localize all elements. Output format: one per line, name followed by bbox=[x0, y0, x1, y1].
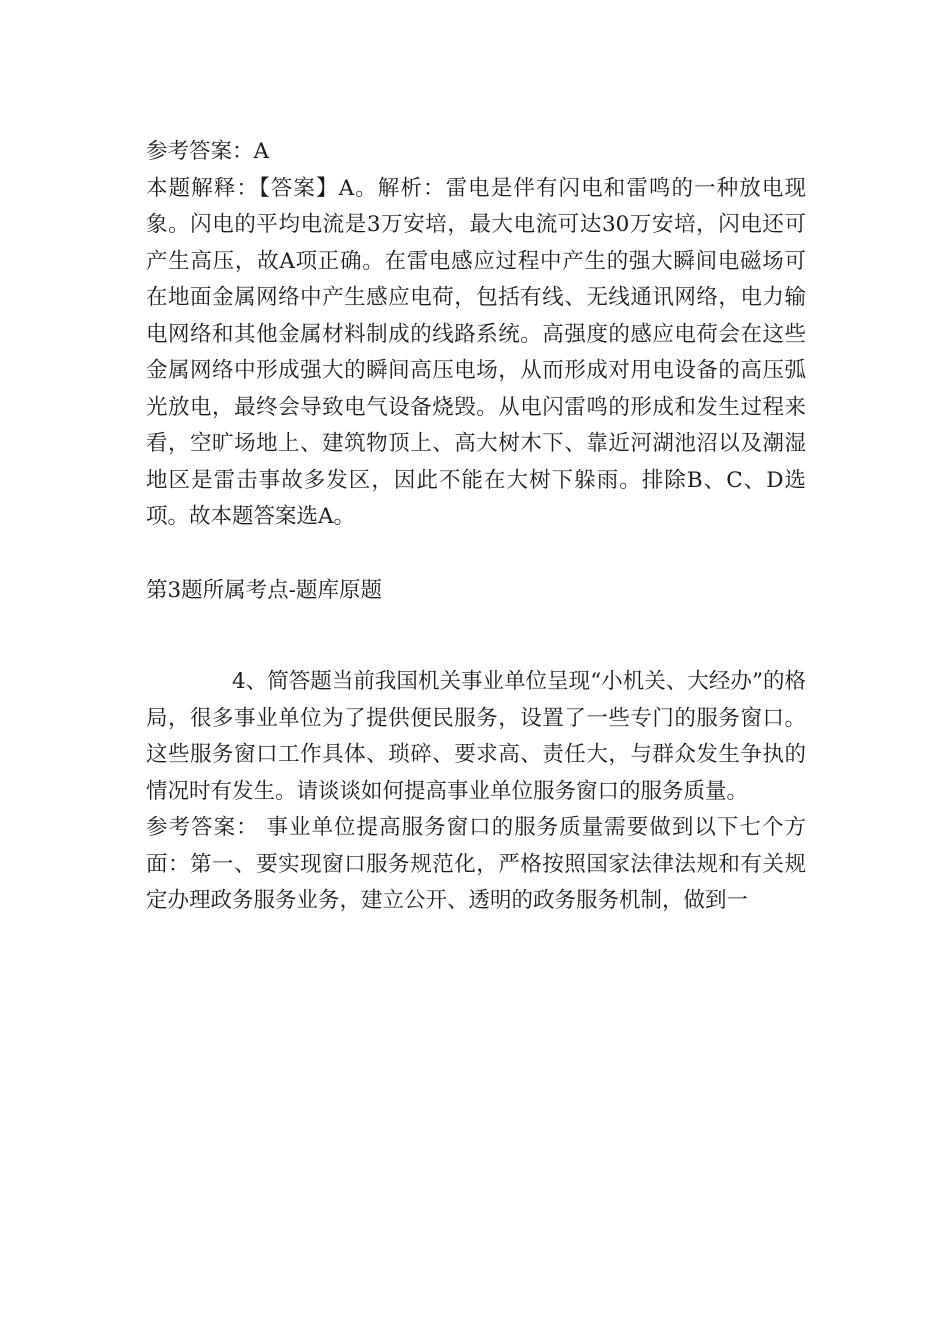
q4-question: 4、简答题当前我国机关事业单位呈现“小机关、大经办”的格局，很多事业单位为了提供便民服务，设置了一些专门的服务窗口。这些服务窗口工作具体、琐碎、要求高、责任大，与群众发生争执的情况时有发生。请谈谈如何提高事业单位服务窗口的服务质量。 bbox=[146, 669, 806, 804]
q4-answer: 参考答案： 事业单位提高服务窗口的服务质量需要做到以下七个方面：第一、要实现窗口服务规范化，严格按照国家法律法规和有关规定办理政务服务业务，建立公开、透明的政务服务机制，做到一 bbox=[146, 815, 806, 913]
q2-answer: 参考答案：A bbox=[146, 139, 270, 164]
q2-explanation: 本题解释：【答案】A。解析：雷电是伴有闪电和雷鸣的一种放电现象。闪电的平均电流是3万安培，最大电流可达30万安培，闪电还可产生高压，故A项正确。在雷电感应过程中产生的强大瞬间电磁场可在地面金属网络中产生感应电荷，包括有线、无线通讯网络，电力输电网络和其他金属材料制成的线路系统。高强度的感应电荷会在这些金属网络中形成强大的瞬间高压电场，从而形成对用电设备的高压弧光放电，最终会导致电气设备烧毁。从电闪雷鸣的形成和发生过程来看，空旷场地上、建筑物顶上、高大树木下、靠近河湖池沼以及潮湿地区是雷击事故多发区，因此不能在大树下躲雨。排除B、C、D选项。故本题答案选A。 bbox=[146, 175, 806, 529]
document-body bbox=[146, 134, 806, 920]
q3-topic: 第3题所属考点-题库原题 bbox=[146, 577, 382, 603]
